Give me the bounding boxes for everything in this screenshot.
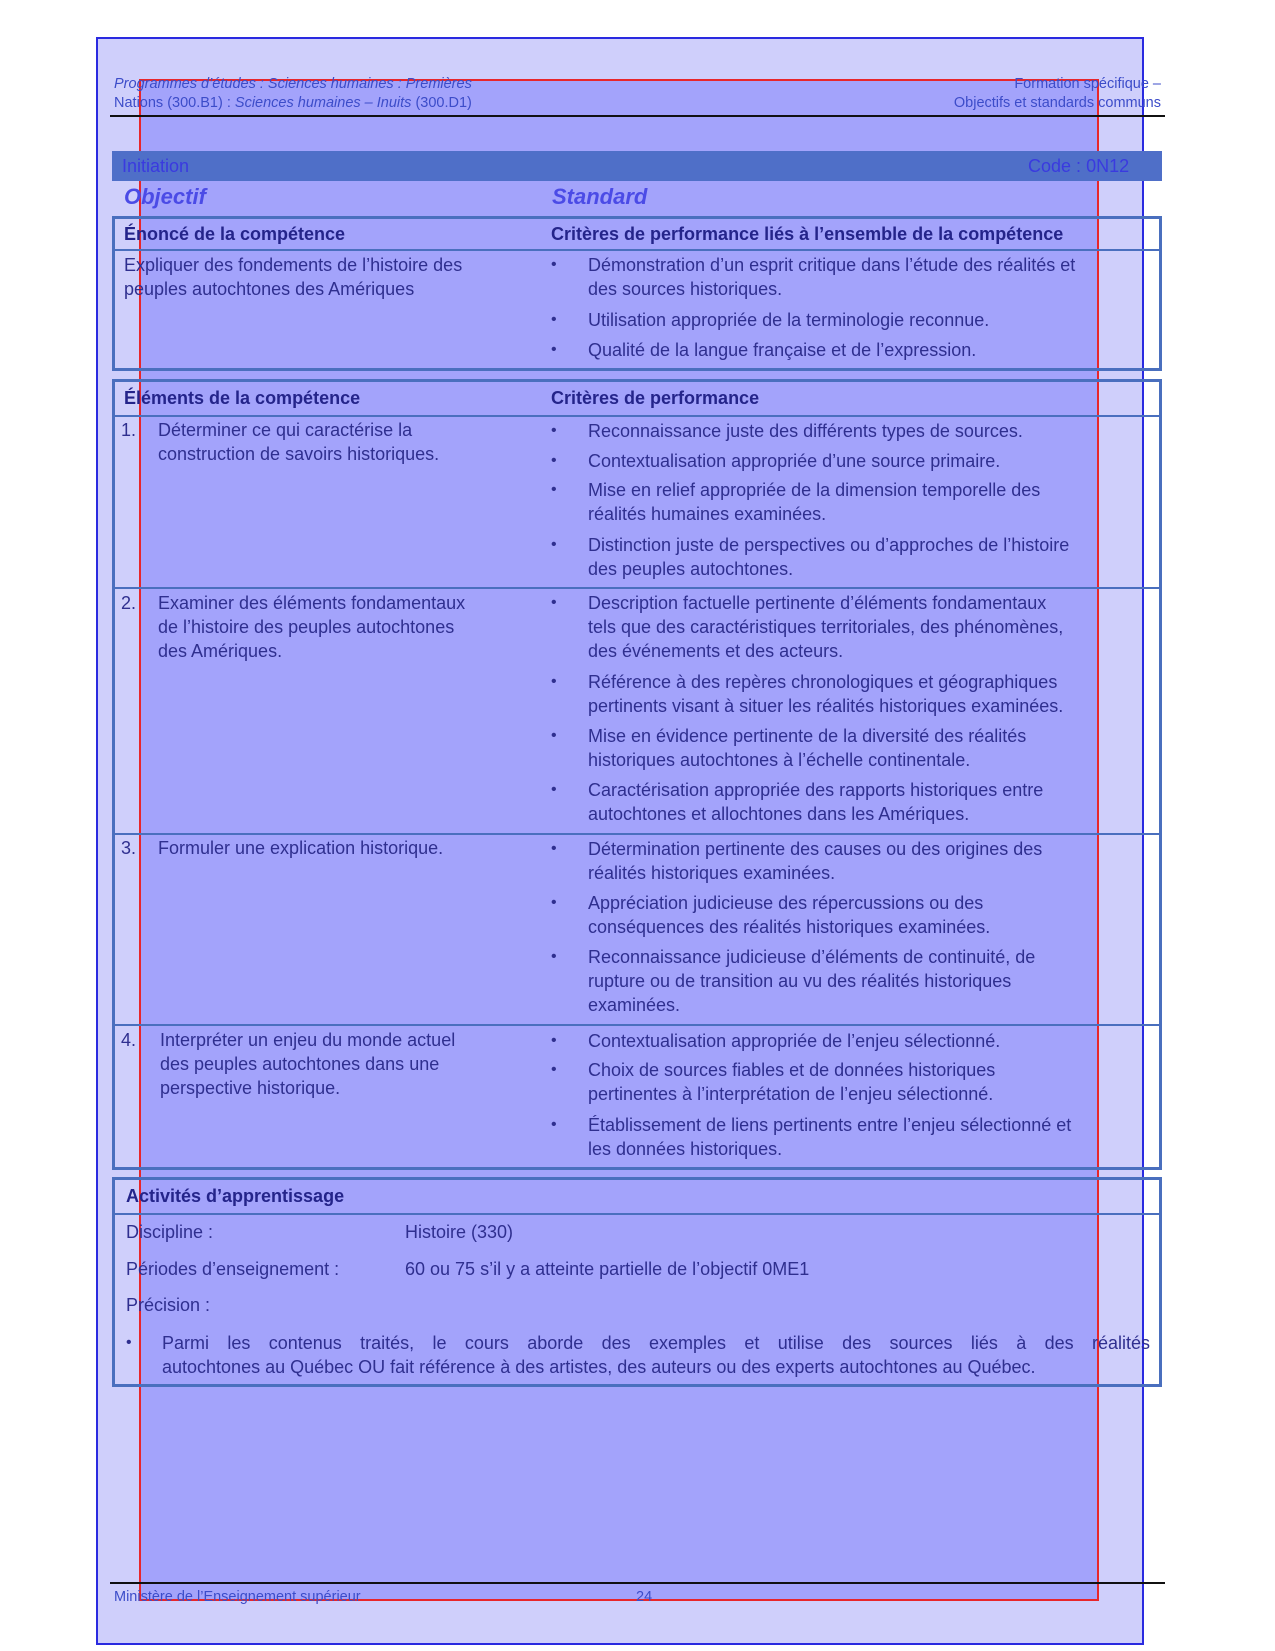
bullet-icon: • [551, 341, 557, 358]
criterion-line: historiques autochtones à l’échelle continentale. [588, 750, 971, 770]
bullet-icon: • [551, 1032, 557, 1049]
bullet-icon: • [551, 422, 557, 439]
element-number: 1. [121, 420, 137, 440]
bullet-icon: • [551, 311, 557, 328]
criterion-line: Reconnaissance juste des différents types de sources. [588, 421, 1023, 441]
criterion-line: Utilisation appropriée de la terminologie reconnue. [588, 310, 990, 330]
title-bar-label: Initiation [122, 156, 190, 176]
elements-label: Éléments de la compétence [124, 388, 361, 408]
criterion-line: Référence à des repères chronologiques et géographiques [588, 672, 1058, 692]
criterion-line: pertinents visant à situer les réalités historiques examinées. [588, 696, 1064, 716]
criterion-line: Reconnaissance judicieuse d’éléments de continuité, de [588, 947, 1036, 967]
criterion-line: Choix de sources fiables et de données historiques [588, 1060, 996, 1080]
criterion-line: des peuples autochtones. [588, 559, 794, 579]
discipline-value: Histoire (330) [405, 1222, 514, 1242]
criterion-line: Appréciation judicieuse des répercussions ou des [588, 893, 984, 913]
criterion-line: réalités historiques examinées. [588, 863, 836, 883]
bullet-icon: • [551, 781, 557, 798]
element-line: Examiner des éléments fondamentaux [158, 593, 466, 613]
periodes-value: 60 ou 75 s’il y a atteinte partielle de l’objectif 0ME1 [405, 1259, 810, 1279]
bullet-icon: • [126, 1334, 132, 1351]
enonce-line2: peuples autochtones des Amériques [124, 279, 415, 299]
bullet-icon: • [551, 727, 557, 744]
bullet-icon: • [551, 948, 557, 965]
element-line: perspective historique. [160, 1078, 341, 1098]
code-label: Code : 0N12 [1028, 156, 1130, 176]
criterion-line: Établissement de liens pertinents entre l’enjeu sélectionné et [588, 1115, 1072, 1135]
criterion-line: les données historiques. [588, 1139, 783, 1159]
enonce-label: Énoncé de la compétence [124, 224, 346, 244]
activites-title: Activités d’apprentissage [126, 1186, 345, 1206]
header-left-line1: Programmes d’études : Sciences humaines : Premières [114, 76, 472, 92]
bullet-icon: • [551, 452, 557, 469]
criterion-line: des sources historiques. [588, 279, 783, 299]
divider [115, 587, 1159, 589]
criterion-line: des événements et des acteurs. [588, 641, 844, 661]
criterion-line: Démonstration d’un esprit critique dans l’étude des réalités et [588, 255, 1076, 275]
criterion-line: Contextualisation appropriée d’une source primaire. [588, 451, 1001, 471]
divider [115, 415, 1159, 417]
title-bar [112, 151, 1162, 181]
header-rule [110, 115, 1165, 117]
criterion-line: pertinentes à l’interprétation de l’enjeu sélectionné. [588, 1084, 994, 1104]
element-line: Déterminer ce qui caractérise la [158, 420, 413, 440]
bullet-icon: • [551, 673, 557, 690]
page-number: 24 [636, 1589, 653, 1605]
element-line: des peuples autochtones dans une [160, 1054, 440, 1074]
criterion-line: Détermination pertinente des causes ou des origines des [588, 839, 1043, 859]
criterion-line: conséquences des réalités historiques examinées. [588, 917, 991, 937]
periodes-label: Périodes d’enseignement : [126, 1259, 340, 1279]
enonce-line1: Expliquer des fondements de l’histoire des [124, 255, 463, 275]
bullet-icon: • [551, 840, 557, 857]
footer-ministry: Ministère de l’Enseignement supérieur [114, 1589, 361, 1605]
bullet-icon: • [551, 481, 557, 498]
element-line: Interpréter un enjeu du monde actuel [160, 1030, 456, 1050]
criterion-line: tels que des caractéristiques territoriales, des phénomènes, [588, 617, 1064, 637]
criterion-line: Contextualisation appropriée de l’enjeu sélectionné. [588, 1031, 1001, 1051]
bullet-icon: • [551, 536, 557, 553]
element-line: Formuler une explication historique. [158, 838, 444, 858]
element-line: de l’histoire des peuples autochtones [158, 617, 455, 637]
element-line: construction de savoirs historiques. [158, 444, 440, 464]
criterion-line: examinées. [588, 995, 681, 1015]
header-right-line1: Formation spécifique – [1014, 76, 1161, 92]
criterion-line: Mise en relief appropriée de la dimension temporelle des [588, 480, 1041, 500]
bullet-icon: • [551, 594, 557, 611]
divider [115, 249, 1159, 251]
divider [115, 833, 1159, 835]
criterion-line: Qualité de la langue française et de l’expression. [588, 340, 977, 360]
footer-rule [110, 1582, 1165, 1584]
standard-heading: Standard [552, 184, 648, 209]
criterion-line: Mise en évidence pertinente de la diversité des réalités [588, 726, 1027, 746]
criterion-line: Distinction juste de perspectives ou d’approches de l’histoire [588, 535, 1070, 555]
precision-label: Précision : [126, 1295, 211, 1315]
code-value: 0N12 [1086, 156, 1130, 176]
element-number: 4. [121, 1030, 137, 1050]
divider [115, 1213, 1159, 1215]
element-number: 2. [121, 593, 137, 613]
header-right-line2: Objectifs et standards communs [953, 95, 1161, 111]
criterion-line: réalités humaines examinées. [588, 504, 827, 524]
element-number: 3. [121, 838, 137, 858]
bullet-icon: • [551, 256, 557, 273]
divider [115, 1024, 1159, 1026]
element-line: des Amériques. [158, 641, 283, 661]
bullet-icon: • [551, 1116, 557, 1133]
precision-line: autochtones au Québec OU fait référence à des artistes, des auteurs ou des experts autochtones au Québec. [162, 1357, 1036, 1377]
criteres-ensemble-label: Critères de performance liés à l’ensemble de la compétence [551, 224, 1064, 244]
criteres-label: Critères de performance [551, 388, 760, 408]
criterion-line: rupture ou de transition au vu des réalités historiques [588, 971, 1012, 991]
criterion-line: autochtones et allochtones dans les Amériques. [588, 804, 970, 824]
header-left-line2: Nations (300.B1) : Sciences humaines – Inuits (300.D1) [114, 95, 472, 111]
bullet-icon: • [551, 894, 557, 911]
discipline-label: Discipline : [126, 1222, 214, 1242]
criterion-line: Description factuelle pertinente d’éléments fondamentaux [588, 593, 1047, 613]
bullet-icon: • [551, 1061, 557, 1078]
criterion-line: Caractérisation appropriée des rapports historiques entre [588, 780, 1044, 800]
objectif-heading: Objectif [124, 184, 206, 209]
precision-line: Parmi les contenus traités, le cours aborde des exemples et utilise des sources liés à des réalités [162, 1333, 1150, 1353]
